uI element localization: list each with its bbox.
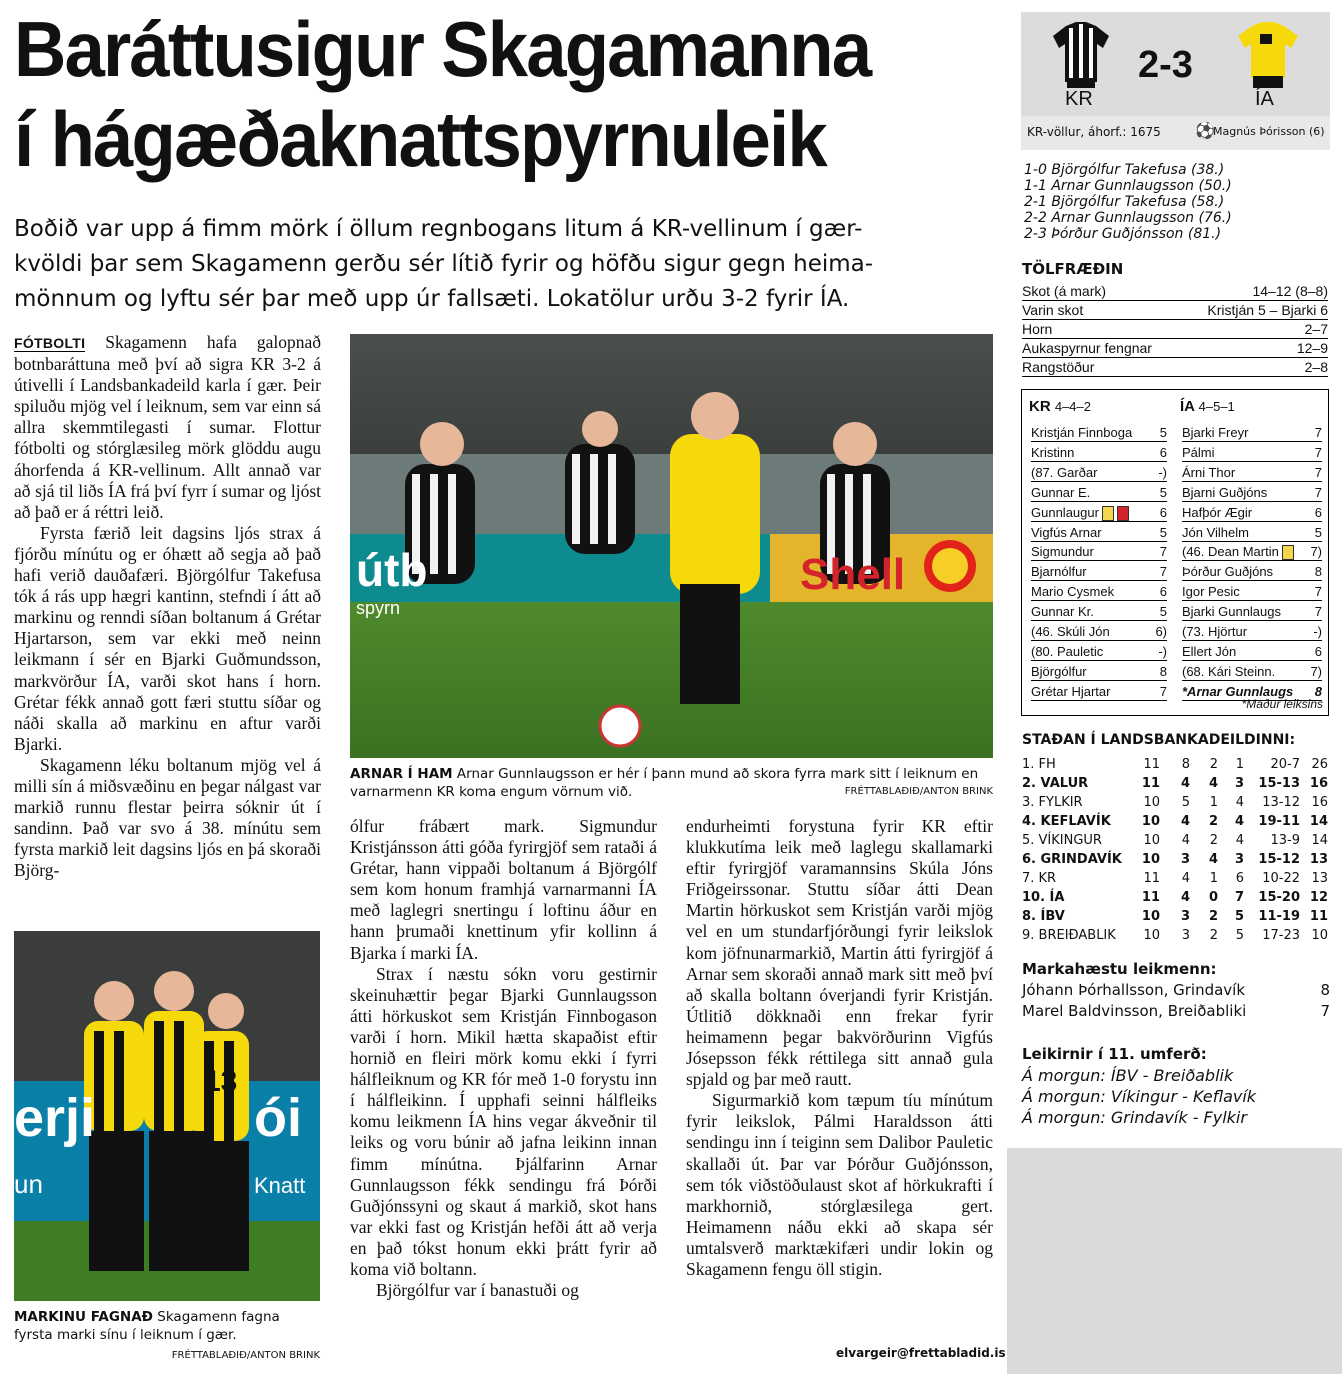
body-paragraph: Fyrsta færið leit dagsins ljós strax á fjórðu mínútu og er óhætt að segja að það hafi verið dauðafæri. Björgólfur Takefusa tók á rás upp hægri kantinn, stefndi í átt að markinu og renndi síðan boltanum á Grétar Hjartarson, sem var ekki með neinn leikmann í sér en Bjarki Guðmundsson, markvörður ÍA, varði skot hans í horn. Grétar fékk annað gott færi stuttu síðar og náði skalla að markinu en aftur varði Bjarki.	[14, 522, 321, 754]
player-grade: 6	[1159, 584, 1167, 600]
player-name: Hafþór Ægir	[1182, 504, 1253, 520]
caption-text: Arnar Gunnlaugsson er hér í þann mund að skora fyrra mark sitt í leiknum en varnarmenn KR koma engum vörnum við.	[350, 766, 979, 800]
standings-cell-d: 2	[1209, 757, 1218, 772]
player-name: Bjarki Gunnlaugs	[1182, 604, 1281, 620]
player-grade: 5	[1159, 425, 1167, 440]
standings-row	[1022, 774, 1328, 793]
body-paragraph: ólfur frábært mark. Sigmundur Kristjánsson átti góða fyrirgjöf sem rataði á Grétar, hann vippaði boltanum á Björgólf sem kom honum framhjá varnarmanni ÍA með laglegri snertingu í loftinu áður en hann þrumaði knettinum yfir kollinn á Bjarka í marki ÍA.	[350, 816, 657, 963]
standings-row	[1022, 755, 1328, 774]
yellow-card-icon	[1102, 506, 1114, 521]
scorer-goals: 7	[1320, 1002, 1330, 1020]
player-grade: 7)	[1310, 663, 1322, 679]
standings-row	[1022, 793, 1328, 812]
player-grade: 8	[1159, 663, 1167, 679]
lead-line-3: mönnum og lyftu sér þar með upp úr fallsæti. Lokatölur urðu 3-2 fyrir ÍA.	[14, 286, 850, 312]
standings-cell-team: 2. VALUR	[1022, 776, 1089, 791]
stat-value: 2–8	[1304, 359, 1328, 375]
body-paragraph: Björgólfur var í banastuði og	[376, 1280, 579, 1301]
top-scorers	[1022, 960, 1330, 1023]
player-name: Mario Cysmek	[1031, 584, 1115, 600]
player-name: (80. Pauletic	[1031, 643, 1104, 659]
body-column-1	[14, 332, 321, 881]
player-grade: 8	[1314, 564, 1322, 580]
ia-jersey-icon	[1236, 20, 1300, 90]
goal-item: 1-1 Arnar Gunnlaugsson (50.)	[1024, 178, 1232, 194]
kr-jersey-icon	[1051, 20, 1111, 90]
player-name: Bjarnólfur	[1031, 564, 1087, 580]
player-name: (73. Hjörtur	[1182, 624, 1248, 639]
player-row	[1182, 644, 1322, 661]
standings-cell-l: 4	[1235, 795, 1244, 810]
standings-cell-d: 2	[1209, 833, 1218, 848]
scorer-name: Jóhann Þórhallsson, Grindavík	[1022, 981, 1246, 999]
standings-cell-d: 1	[1209, 871, 1218, 886]
standings-cell-d: 4	[1208, 776, 1218, 791]
player-row	[1182, 604, 1322, 621]
team-name: KR	[1029, 398, 1051, 415]
player-row	[1182, 485, 1322, 502]
stat-value: 12–9	[1296, 340, 1328, 356]
kicker: FÓTBOLTI	[14, 335, 86, 351]
body-paragraph: Strax í næstu sókn voru gestirnir skeinuhættir þegar Bjarki Gunnlaugsson átti hörkuskot sem Kristján Finnbogason varði í horn. Mikil hætta skapaðist eftir hornið en fleiri mörk komu ekki í fyrri hálfleiknum og KR fór með 1-0 forystu inn í hálfleikinn. Í upphafi seinni hálfleiks komu leikmenn ÍA hins vegar ákveðnir til leiks og voru búnir að jafna leikinn innan fimm mínútna. Þjálfarinn Arnar Gunnlaugsson fékk sendingu frá Þórði Guðjónssyni og skaut á markið, skot hans var ekki fast og Kristján hefði átt að verja en það tókst honum ekki þrátt fyrir að koma við boltann.	[350, 963, 657, 1279]
caption-title: MARKINU FAGNAÐ	[14, 1309, 153, 1325]
player-name: Bjarni Guðjóns	[1182, 484, 1268, 500]
standings-cell-w: 4	[1180, 890, 1190, 905]
player-grade: -)	[1158, 464, 1167, 480]
player-row	[1031, 544, 1167, 561]
standings-cell-w: 4	[1180, 776, 1190, 791]
stat-label: Horn	[1022, 321, 1053, 337]
standings-row	[1022, 869, 1328, 888]
goal-item: 2-1 Björgólfur Takefusa (58.)	[1024, 194, 1225, 210]
player-grade: 8	[1314, 683, 1322, 699]
scorers-title: Markahæstu leikmenn:	[1022, 960, 1217, 978]
player-name: (46. Skúli Jón	[1031, 624, 1110, 639]
standings-cell-team: 8. ÍBV	[1022, 909, 1065, 924]
standings-cell-p: 10	[1143, 928, 1160, 943]
player-grade: 7	[1314, 604, 1322, 620]
standings-cell-g: 13-9	[1270, 833, 1300, 848]
standings-cell-w: 3	[1180, 909, 1190, 924]
player-row	[1182, 664, 1322, 681]
fixtures	[1022, 1045, 1256, 1128]
player-grade: 5	[1159, 604, 1167, 620]
standings-cell-pts: 26	[1311, 757, 1328, 772]
player-grade: 7	[1159, 544, 1167, 560]
player-name: *Arnar Gunnlaugs	[1182, 683, 1294, 699]
player-name: (87. Garðar	[1031, 464, 1098, 480]
player-row	[1182, 564, 1322, 581]
stat-label: Skot (á mark)	[1022, 283, 1107, 299]
whistle-icon: ⚽	[1195, 121, 1215, 140]
player-grade: 7	[1159, 683, 1167, 699]
player-name: Jón Vilhelm	[1182, 524, 1249, 540]
standings-cell-d: 0	[1208, 890, 1218, 905]
scorebox	[1021, 12, 1330, 116]
venue-text: KR-völlur, áhorf.: 1675	[1027, 125, 1161, 139]
standings-cell-team: 1. FH	[1022, 757, 1056, 772]
player-grade: 7)	[1310, 544, 1322, 560]
player-grade: 6)	[1155, 624, 1167, 639]
player-grade: 7	[1314, 584, 1322, 600]
player-row	[1031, 604, 1167, 621]
standings-cell-pts: 10	[1311, 928, 1328, 943]
ad-board-text: ói	[254, 1088, 302, 1148]
player-grade: 6	[1159, 444, 1167, 460]
lead-paragraph	[14, 212, 1014, 317]
standings-cell-w: 4	[1180, 814, 1190, 829]
kr-lineup	[1029, 398, 1167, 699]
standings-cell-team: 3. FYLKIR	[1022, 795, 1083, 810]
standings-cell-team: 5. VÍKINGUR	[1022, 833, 1102, 848]
home-team-label: KR	[1065, 88, 1093, 110]
player-name: Grétar Hjartar	[1031, 683, 1111, 699]
player-row	[1182, 505, 1322, 522]
player-name: Björgólfur	[1031, 663, 1087, 679]
player-grade: 6	[1159, 504, 1167, 520]
away-team-label: ÍA	[1255, 88, 1274, 110]
goal-item: 2-3 Þórður Guðjónsson (81.)	[1024, 226, 1222, 242]
kr-lineup-header	[1029, 398, 1167, 415]
player-row	[1031, 564, 1167, 581]
standings-cell-w: 3	[1181, 928, 1190, 943]
standings-row	[1022, 831, 1328, 850]
player-row	[1031, 445, 1167, 462]
standings-cell-g: 15-12	[1258, 852, 1300, 867]
standings-cell-p: 11	[1141, 890, 1160, 905]
lead-line-1: Boðið var upp á fimm mörk í öllum regnbogans litum á KR-vellinum í gær-	[14, 216, 863, 242]
player-row	[1031, 644, 1167, 661]
ad-board-text: erji	[14, 1088, 96, 1148]
player-row	[1031, 584, 1167, 601]
standings-cell-g: 10-22	[1262, 871, 1300, 886]
celebration-photo	[14, 931, 320, 1301]
stat-label: Rangstöður	[1022, 359, 1095, 375]
scorer-row	[1022, 1002, 1330, 1023]
match-photo	[350, 334, 993, 758]
standings-cell-team: 10. ÍA	[1022, 890, 1065, 905]
player-row	[1182, 445, 1322, 462]
ia-lineup-header	[1180, 398, 1322, 415]
standings-cell-team: 6. GRINDAVÍK	[1022, 852, 1122, 867]
standings-cell-pts: 13	[1309, 852, 1328, 867]
standings-cell-g: 13-12	[1262, 795, 1300, 810]
player-grade: 7	[1314, 464, 1322, 480]
standings-cell-g: 19-11	[1258, 814, 1300, 829]
player-name: Pálmi	[1182, 444, 1215, 460]
player-name: Sigmundur	[1031, 544, 1094, 560]
formation: 4–4–2	[1054, 399, 1091, 414]
player-name: Gunnar Kr.	[1031, 604, 1094, 620]
player-grade: 7	[1314, 484, 1322, 500]
player-row	[1031, 624, 1167, 641]
standings-cell-l: 6	[1235, 871, 1244, 886]
photo-caption	[14, 1308, 320, 1344]
standings-cell-pts: 11	[1309, 909, 1328, 924]
player-grade: -)	[1313, 624, 1322, 639]
caption-text: Skagamenn fagna fyrsta marki sínu í leiknum í gær.	[14, 1309, 280, 1343]
standings-cell-d: 1	[1209, 795, 1218, 810]
body-text: Skagamenn hafa galopnað botnbaráttuna með því að sigra KR 3-2 á útivelli í Landsbankadeild karla í gær. Þeir spiluðu mjög vel í leiknum, sem var einn sá allra skemmtilegasti í sumar. Flottur fótbolti og stórglæsileg mörk glöddu augu áhorfenda á KR-vellinum. Allt annað var að sjá til liðs ÍA frá því fyrr í sumar og ljóst að það er á réttri leið.	[14, 332, 322, 522]
standings-cell-w: 5	[1181, 795, 1190, 810]
ad-board-text: Knatt	[254, 1173, 306, 1198]
lead-line-2: kvöldi þar sem Skagamenn gerðu sér lítið fyrir og höfðu sigur gegn heima-	[14, 251, 874, 277]
scoreline: 2-3	[1138, 44, 1193, 86]
standings-cell-p: 10	[1143, 833, 1160, 848]
mom-note: *Maður leiksins	[1241, 697, 1323, 711]
player-row	[1031, 485, 1167, 502]
player-name: Kristján Finnboga	[1031, 425, 1133, 440]
standings-row	[1022, 812, 1328, 831]
formation: 4–5–1	[1198, 399, 1235, 414]
celebration-photo-image	[14, 931, 320, 1301]
stat-value: 14–12 (8–8)	[1252, 283, 1328, 299]
stat-label: Varin skot	[1022, 302, 1084, 318]
stat-label: Aukaspyrnur fengnar	[1022, 340, 1152, 356]
standings-cell-w: 4	[1181, 833, 1190, 848]
player-name: (46. Dean Martin	[1182, 544, 1279, 560]
headline-line-2: í hágæðaknattspyrnuleik	[14, 95, 826, 183]
headline	[14, 4, 944, 184]
player-grade: 6	[1314, 643, 1322, 659]
standings-cell-d: 2	[1208, 814, 1218, 829]
standings-cell-l: 1	[1235, 757, 1244, 772]
player-grade: 5	[1159, 524, 1167, 540]
player-grade: -)	[1158, 643, 1167, 659]
goal-list	[1024, 162, 1232, 242]
standings-cell-team: 4. KEFLAVÍK	[1022, 814, 1111, 829]
player-name: Þórður Guðjóns	[1182, 564, 1274, 580]
standings-cell-g: 15-20	[1258, 890, 1300, 905]
ad-board-text: útb	[356, 544, 428, 596]
player-row	[1031, 664, 1167, 681]
standings-cell-l: 5	[1234, 909, 1244, 924]
player-row	[1182, 465, 1322, 482]
body-column-2	[350, 816, 657, 1301]
photo-credit: FRÉTTABLAÐIÐ/ANTON BRINK	[171, 1350, 320, 1361]
stat-row	[1022, 283, 1328, 301]
standings-cell-pts: 16	[1311, 795, 1328, 810]
standings-cell-g: 11-19	[1258, 909, 1300, 924]
ia-lineup	[1180, 398, 1322, 699]
player-row	[1031, 505, 1167, 522]
standings-cell-p: 10	[1143, 795, 1160, 810]
standings-cell-p: 10	[1141, 852, 1160, 867]
grey-box	[1007, 1148, 1342, 1374]
player-name: Vigfús Arnar	[1031, 524, 1102, 540]
standings-cell-p: 11	[1143, 757, 1160, 772]
standings-cell-p: 11	[1143, 871, 1160, 886]
standings-cell-p: 11	[1141, 776, 1160, 791]
photo-credit: FRÉTTABLAÐIÐ/ANTON BRINK	[844, 786, 993, 797]
body-paragraph: Sigurmarkið kom tæpum tíu mínútum fyrir leikslok, Pálmi Haraldsson átti sendingu inn í teiginn sem Dalibor Pauletic skallaði út. Þar var Þórður Guðjónsson, sem tók viðstöðulaust skot af hörkukrafti í markhornið, stórglæsilega gert. Heimamenn náðu ekki að skapa sér umtalsverð marktækifæri undir lokin og Skagamenn fengu öll stigin.	[686, 1090, 993, 1279]
ad-board-text: un	[14, 1169, 43, 1199]
player-row	[1182, 584, 1322, 601]
stat-row	[1022, 340, 1328, 358]
standings-cell-l: 4	[1234, 814, 1244, 829]
standings-row	[1022, 907, 1328, 926]
player-row	[1031, 465, 1167, 482]
standings-cell-p: 10	[1141, 909, 1160, 924]
fixture-item: Á morgun: Grindavík - Fylkir	[1022, 1108, 1247, 1127]
goal-item: 1-0 Björgólfur Takefusa (38.)	[1024, 162, 1225, 178]
standings-cell-l: 3	[1234, 776, 1244, 791]
jersey-number: 13	[204, 1065, 238, 1098]
stat-value: 2–7	[1304, 321, 1328, 337]
standings-cell-g: 17-23	[1262, 928, 1300, 943]
caption-title: ARNAR Í HAM	[350, 766, 453, 782]
player-name: (68. Kári Steinn.	[1182, 663, 1276, 679]
standings-cell-pts: 16	[1309, 776, 1328, 791]
headline-line-1: Baráttusigur Skagamanna	[14, 5, 871, 93]
standings-cell-team: 9. BREIÐABLIK	[1022, 928, 1116, 943]
stat-value: Kristján 5 – Bjarki 6	[1207, 302, 1328, 318]
standings-cell-l: 5	[1235, 928, 1244, 943]
player-grade: 6	[1314, 504, 1322, 520]
fixture-item: Á morgun: Víkingur - Keflavík	[1022, 1087, 1257, 1106]
standings-table	[1022, 755, 1328, 945]
player-row	[1031, 425, 1167, 442]
player-name: Kristinn	[1031, 444, 1075, 460]
stat-row	[1022, 321, 1328, 339]
scorer-goals: 8	[1320, 981, 1330, 999]
standings-cell-g: 20-7	[1270, 757, 1300, 772]
standings-row	[1022, 850, 1328, 869]
body-column-3	[686, 816, 993, 1280]
standings-cell-pts: 14	[1311, 833, 1328, 848]
venue-bar	[1021, 116, 1330, 150]
fixtures-title: Leikirnir í 11. umferð:	[1022, 1045, 1207, 1063]
standings-cell-l: 3	[1234, 852, 1244, 867]
player-name: Árni Thor	[1182, 464, 1236, 480]
player-row	[1031, 684, 1167, 701]
player-row	[1182, 624, 1322, 641]
match-photo-image	[350, 334, 993, 758]
standings-cell-g: 15-13	[1258, 776, 1300, 791]
player-grade: 7	[1314, 425, 1322, 440]
standings-cell-l: 4	[1235, 833, 1244, 848]
standings-row	[1022, 888, 1328, 907]
body-paragraph: Skagamenn léku boltanum mjög vel á milli sín á miðsvæðinu en þegar nálgast var markið runnu flestar þeirra sóknir út í sandinn. Það var svo á 38. mínútu sem fyrsta markið leit dagsins ljós en þá skoraði Björg-	[14, 754, 321, 881]
player-row	[1182, 425, 1322, 442]
player-name: Gunnlaugur	[1031, 504, 1099, 520]
standings-cell-pts: 13	[1311, 871, 1328, 886]
fixture-item: Á morgun: ÍBV - Breiðablik	[1022, 1066, 1234, 1085]
stat-row	[1022, 302, 1328, 320]
player-grade: 5	[1159, 484, 1167, 500]
scorer-name: Marel Baldvinsson, Breiðabliki	[1022, 1002, 1247, 1020]
goal-item: 2-2 Arnar Gunnlaugsson (76.)	[1024, 210, 1232, 226]
player-name: Igor Pesic	[1182, 584, 1240, 600]
player-row	[1182, 525, 1322, 542]
stats-title: TÖLFRÆÐIN	[1022, 260, 1124, 278]
byline: elvargeir@frettabladid.is	[836, 1346, 1006, 1360]
scorer-row	[1022, 981, 1330, 1002]
standings-row	[1022, 926, 1328, 945]
standings-cell-w: 4	[1181, 871, 1190, 886]
standings-cell-w: 8	[1181, 757, 1190, 772]
standings-cell-w: 3	[1180, 852, 1190, 867]
player-name: Bjarki Freyr	[1182, 425, 1249, 440]
body-paragraph	[14, 332, 321, 523]
team-name: ÍA	[1180, 398, 1195, 415]
standings-cell-d: 2	[1208, 909, 1218, 924]
standings-title: STAÐAN Í LANDSBANKADEILDINNI:	[1022, 732, 1296, 748]
standings-cell-p: 10	[1141, 814, 1160, 829]
referee-text: Magnús Þórisson (6)	[1213, 125, 1325, 138]
player-row	[1182, 544, 1322, 561]
player-row	[1031, 525, 1167, 542]
red-card-icon	[1117, 506, 1129, 521]
standings-cell-team: 7. KR	[1022, 871, 1057, 886]
standings-cell-pts: 12	[1309, 890, 1328, 905]
lineups-box	[1021, 389, 1329, 716]
stat-row	[1022, 359, 1328, 377]
player-name: Ellert Jón	[1182, 643, 1237, 659]
player-grade: 7	[1159, 564, 1167, 580]
ad-board-text: spyrn	[356, 598, 401, 618]
ad-board-shell: Shell	[800, 550, 906, 599]
standings-cell-d: 2	[1209, 928, 1218, 943]
body-paragraph: endurheimti forystuna fyrir KR eftir klukkutíma leik með laglegu skallamarki eftir fyrirgjöf varamannsins Skúla Jóns Friðgeirssonar. Stuttu síðar átti Dean Martin hörkuskot sem Kristján varði mjög vel en um stundarfjórðungi fyrir leikslok kom jöfnunarmarkið, Martin átti fyrirgjöf á Arnar sem skoraði annað mark sitt með því að skalla boltann óverjandi fyrir Kristján. Útlitið dökknaði enn frekar fyrir heimamenn þegar bakvörðurinn Vigfús Jósepsson fékk réttilega sitt annað gula spjald og þar með rautt.	[686, 816, 993, 1090]
player-grade: 7	[1314, 444, 1322, 460]
yellow-card-icon	[1282, 545, 1294, 560]
player-grade: 5	[1314, 524, 1322, 540]
standings-cell-d: 4	[1208, 852, 1218, 867]
standings-cell-pts: 14	[1309, 814, 1328, 829]
standings-cell-l: 7	[1234, 890, 1244, 905]
player-name: Gunnar E.	[1031, 484, 1091, 500]
